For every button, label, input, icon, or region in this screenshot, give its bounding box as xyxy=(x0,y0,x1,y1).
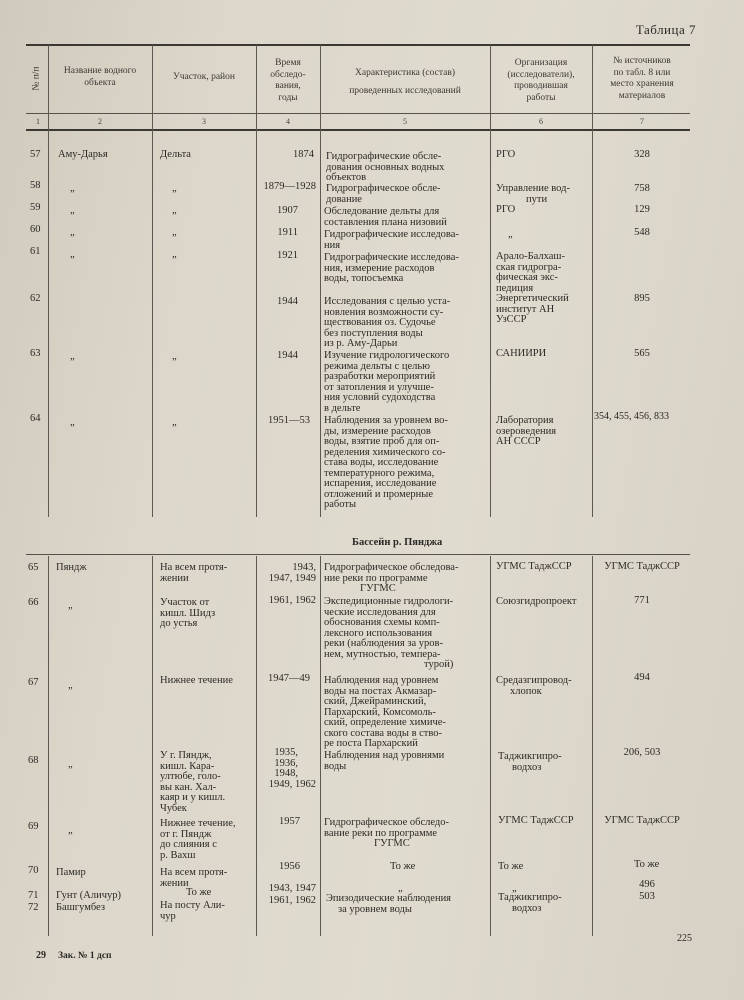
area: На посту Али- чур xyxy=(160,900,225,922)
row-number: 70 xyxy=(28,865,39,876)
row-number: 66 xyxy=(28,597,39,608)
survey-years: 1944 xyxy=(277,296,298,307)
source: 206, 503 xyxy=(623,747,661,758)
area: На всем протя- жении xyxy=(160,562,228,584)
characteristics: Гидрографическое обследо- вание реки по программе ГУГМС xyxy=(324,817,449,849)
source: УГМС ТаджССР xyxy=(604,561,680,572)
area: „ xyxy=(172,183,177,194)
organization: УГМС ТаджССР xyxy=(496,561,572,572)
col-rule xyxy=(592,556,593,936)
organization: РГО xyxy=(496,149,516,160)
area: То же xyxy=(186,887,212,898)
water-object: „ xyxy=(68,759,73,770)
organization: „ xyxy=(508,229,513,240)
characteristics: Экспедиционные гидрологи- ческие исследования для обоснования схемы комп- лексного использования реки (наблюдения за уров- нем, мутностью, темпера- турой) xyxy=(324,596,454,670)
water-object: „ xyxy=(70,351,75,362)
survey-years: 1956 xyxy=(279,861,300,872)
source: 548 xyxy=(634,227,650,238)
col-rule xyxy=(152,45,153,517)
area: На всем протя- жении xyxy=(160,867,228,889)
water-object: „ xyxy=(68,680,73,691)
survey-years: 1943, 1947, 1949 xyxy=(268,562,316,584)
organization: Энергетический институт АН УзССР xyxy=(496,293,569,325)
water-object: „ xyxy=(70,249,75,260)
organization: РГО xyxy=(496,204,516,215)
row-number: 61 xyxy=(30,246,41,257)
row-number: 59 xyxy=(30,202,41,213)
header-mid-rule xyxy=(26,113,690,114)
col-rule xyxy=(48,45,49,517)
section-title: Бассейн р. Пянджа xyxy=(352,537,443,548)
row-number: 63 xyxy=(30,348,41,359)
organization: УГМС ТаджССР xyxy=(498,815,574,826)
col-rule xyxy=(320,45,321,517)
survey-years: 1911 xyxy=(277,227,298,238)
characteristics: Наблюдения за уровнем во- ды, измерение расходов воды, взятие проб для оп- ределения химического со- става воды, исследование температурного режима, испарения, исследование отложений и промерные работы xyxy=(324,415,448,510)
source: 771 xyxy=(634,595,650,606)
header-sources: № источников по табл. 8 или место хранения материалов xyxy=(610,56,674,101)
page-number: 225 xyxy=(677,933,692,944)
survey-years: 1944 xyxy=(277,350,298,361)
row-number: 64 xyxy=(30,413,41,424)
section-rule xyxy=(26,554,690,555)
water-object: Пяндж xyxy=(56,562,87,573)
organization: Таджикгипро- водхоз xyxy=(498,892,562,914)
col-number: 1 xyxy=(36,117,40,126)
col-number: 6 xyxy=(539,117,543,126)
characteristics: То же xyxy=(390,861,416,872)
row-number: 57 xyxy=(30,149,41,160)
source: УГМС ТаджССР xyxy=(604,815,680,826)
source: 496 xyxy=(639,879,655,890)
row-number: 69 xyxy=(28,821,39,832)
col-rule xyxy=(320,556,321,936)
characteristics: Гидрографические исследова- ния xyxy=(324,229,459,251)
source: 565 xyxy=(634,348,650,359)
organization: Управление вод- пути xyxy=(496,183,570,205)
water-object: „ xyxy=(68,600,73,611)
footer-sheet-number: 29 xyxy=(36,950,46,961)
characteristics: Гидрографические обсле- дования основных водных объектов xyxy=(326,151,445,183)
organization: Союзгидропроект xyxy=(496,596,577,607)
area: „ xyxy=(172,227,177,238)
survey-years: 1961, 1962 xyxy=(268,895,316,906)
row-number: 62 xyxy=(30,293,41,304)
survey-years: 1935, 1936, 1948, 1949, 1962 xyxy=(268,747,316,790)
col-rule xyxy=(48,556,49,936)
organization: То же xyxy=(498,861,524,872)
source: 354, 455, 456, 833 xyxy=(594,411,669,422)
water-object: „ xyxy=(70,417,75,428)
area: „ xyxy=(172,351,177,362)
col-rule xyxy=(256,45,257,517)
characteristics: Изучение гидрологического режима дельты с целью разработки мероприятий от затопления и улучше- ния условий судоходства в дельте xyxy=(324,350,450,414)
water-object: „ xyxy=(70,183,75,194)
col-number: 7 xyxy=(640,117,644,126)
characteristics: „ xyxy=(398,883,403,894)
characteristics: Гидрографическое обследова- ние реки по программе ГУГМС xyxy=(324,562,459,594)
source: 129 xyxy=(634,204,650,215)
header-no: № п/п xyxy=(31,66,42,91)
row-number: 60 xyxy=(30,224,41,235)
header-bottom-rule xyxy=(26,129,690,131)
water-object: „ xyxy=(70,227,75,238)
header-characteristics: Характеристика (состав) проведенных исследований xyxy=(349,68,461,96)
footer-order-note: Зак. № 1 дсп xyxy=(58,951,112,961)
water-object: Памир xyxy=(56,867,86,878)
source: 503 xyxy=(639,891,655,902)
water-object: Гунт (Аличур) xyxy=(56,890,121,901)
col-rule xyxy=(256,556,257,936)
col-number: 4 xyxy=(286,117,290,126)
header-object: Название водного объекта xyxy=(63,66,137,88)
water-object: „ xyxy=(68,825,73,836)
header-time: Время обследо- вания, годы xyxy=(270,58,306,103)
col-number: 2 xyxy=(98,117,102,126)
area: „ xyxy=(172,249,177,260)
row-number: 71 xyxy=(28,890,39,901)
survey-years: 1907 xyxy=(277,205,298,216)
row-number: 58 xyxy=(30,180,41,191)
col-number: 5 xyxy=(403,117,407,126)
water-object: „ xyxy=(70,205,75,216)
characteristics: Наблюдения над уровнем воды на постах Акмазар- ский, Джейраминский, Пархарский, Комсомоль- ский, определение химиче- ского состава воды в ство- ре поста Пархарский xyxy=(324,675,446,749)
organization: Арало-Балхаш- ская гидрогра- фическая экс- педиция xyxy=(496,251,565,294)
survey-years: 1943, 1947 xyxy=(268,883,316,894)
col-rule xyxy=(490,45,491,517)
col-number: 3 xyxy=(202,117,206,126)
row-number: 68 xyxy=(28,755,39,766)
area: Участок от кишл. Шидз до устья xyxy=(160,597,216,629)
area: „ xyxy=(172,205,177,216)
source: 758 xyxy=(634,183,650,194)
source: 494 xyxy=(634,672,650,683)
row-number: 65 xyxy=(28,562,39,573)
header-area: Участок, район xyxy=(173,72,235,82)
organization: Средазгипровод- хлопок xyxy=(496,675,572,697)
water-object: Башгумбез xyxy=(56,902,105,913)
characteristics: Обследование дельты для составления плана низовий xyxy=(324,206,447,228)
water-object: Аму-Дарья xyxy=(58,149,108,160)
survey-years: 1947—49 xyxy=(268,673,310,684)
area: У г. Пяндж, кишл. Кара- ултюбе, голо- вы кан. Хал- каяр и у кишл. Чубек xyxy=(160,750,226,814)
header-top-rule xyxy=(26,44,690,46)
area: Нижнее течение, от г. Пяндж до слияния с р. Вахш xyxy=(160,818,236,861)
survey-years: 1957 xyxy=(279,816,300,827)
organization: САНИИРИ xyxy=(496,348,547,359)
organization: Таджикгипро- водхоз xyxy=(498,751,562,773)
characteristics: Эпизодические наблюдения за уровнем воды xyxy=(326,893,452,915)
source: 895 xyxy=(634,293,650,304)
source: То же xyxy=(634,859,660,870)
organization: Лаборатория озероведения АН СССР xyxy=(496,415,557,447)
characteristics: Гидрографическое обсле- дование xyxy=(326,183,441,205)
characteristics: Гидрографические исследова- ния, измерение расходов воды, топосъемка xyxy=(324,252,459,284)
survey-years: 1961, 1962 xyxy=(268,595,316,606)
characteristics: Исследования с целью уста- новления возможности су- ществования оз. Судочье без поступления воды из р. Аму-Дарьи xyxy=(324,296,451,349)
row-number: 67 xyxy=(28,677,39,688)
survey-years: 1951—53 xyxy=(268,415,310,426)
row-number: 72 xyxy=(28,902,39,913)
col-rule xyxy=(592,45,593,517)
survey-years: 1874 xyxy=(293,149,314,160)
area: Нижнее течение xyxy=(160,675,233,686)
header-organization: Организация (исследователи), проводившая работы xyxy=(507,58,575,103)
area: Дельта xyxy=(160,149,191,160)
characteristics: Наблюдения над уровнями воды xyxy=(324,750,445,772)
organization: „ xyxy=(512,883,517,894)
col-rule xyxy=(490,556,491,936)
source: 328 xyxy=(634,149,650,160)
col-rule xyxy=(152,556,153,936)
table-title: Таблица 7 xyxy=(635,22,696,37)
survey-years: 1921 xyxy=(277,250,298,261)
area: „ xyxy=(172,417,177,428)
survey-years: 1879—1928 xyxy=(263,181,316,192)
